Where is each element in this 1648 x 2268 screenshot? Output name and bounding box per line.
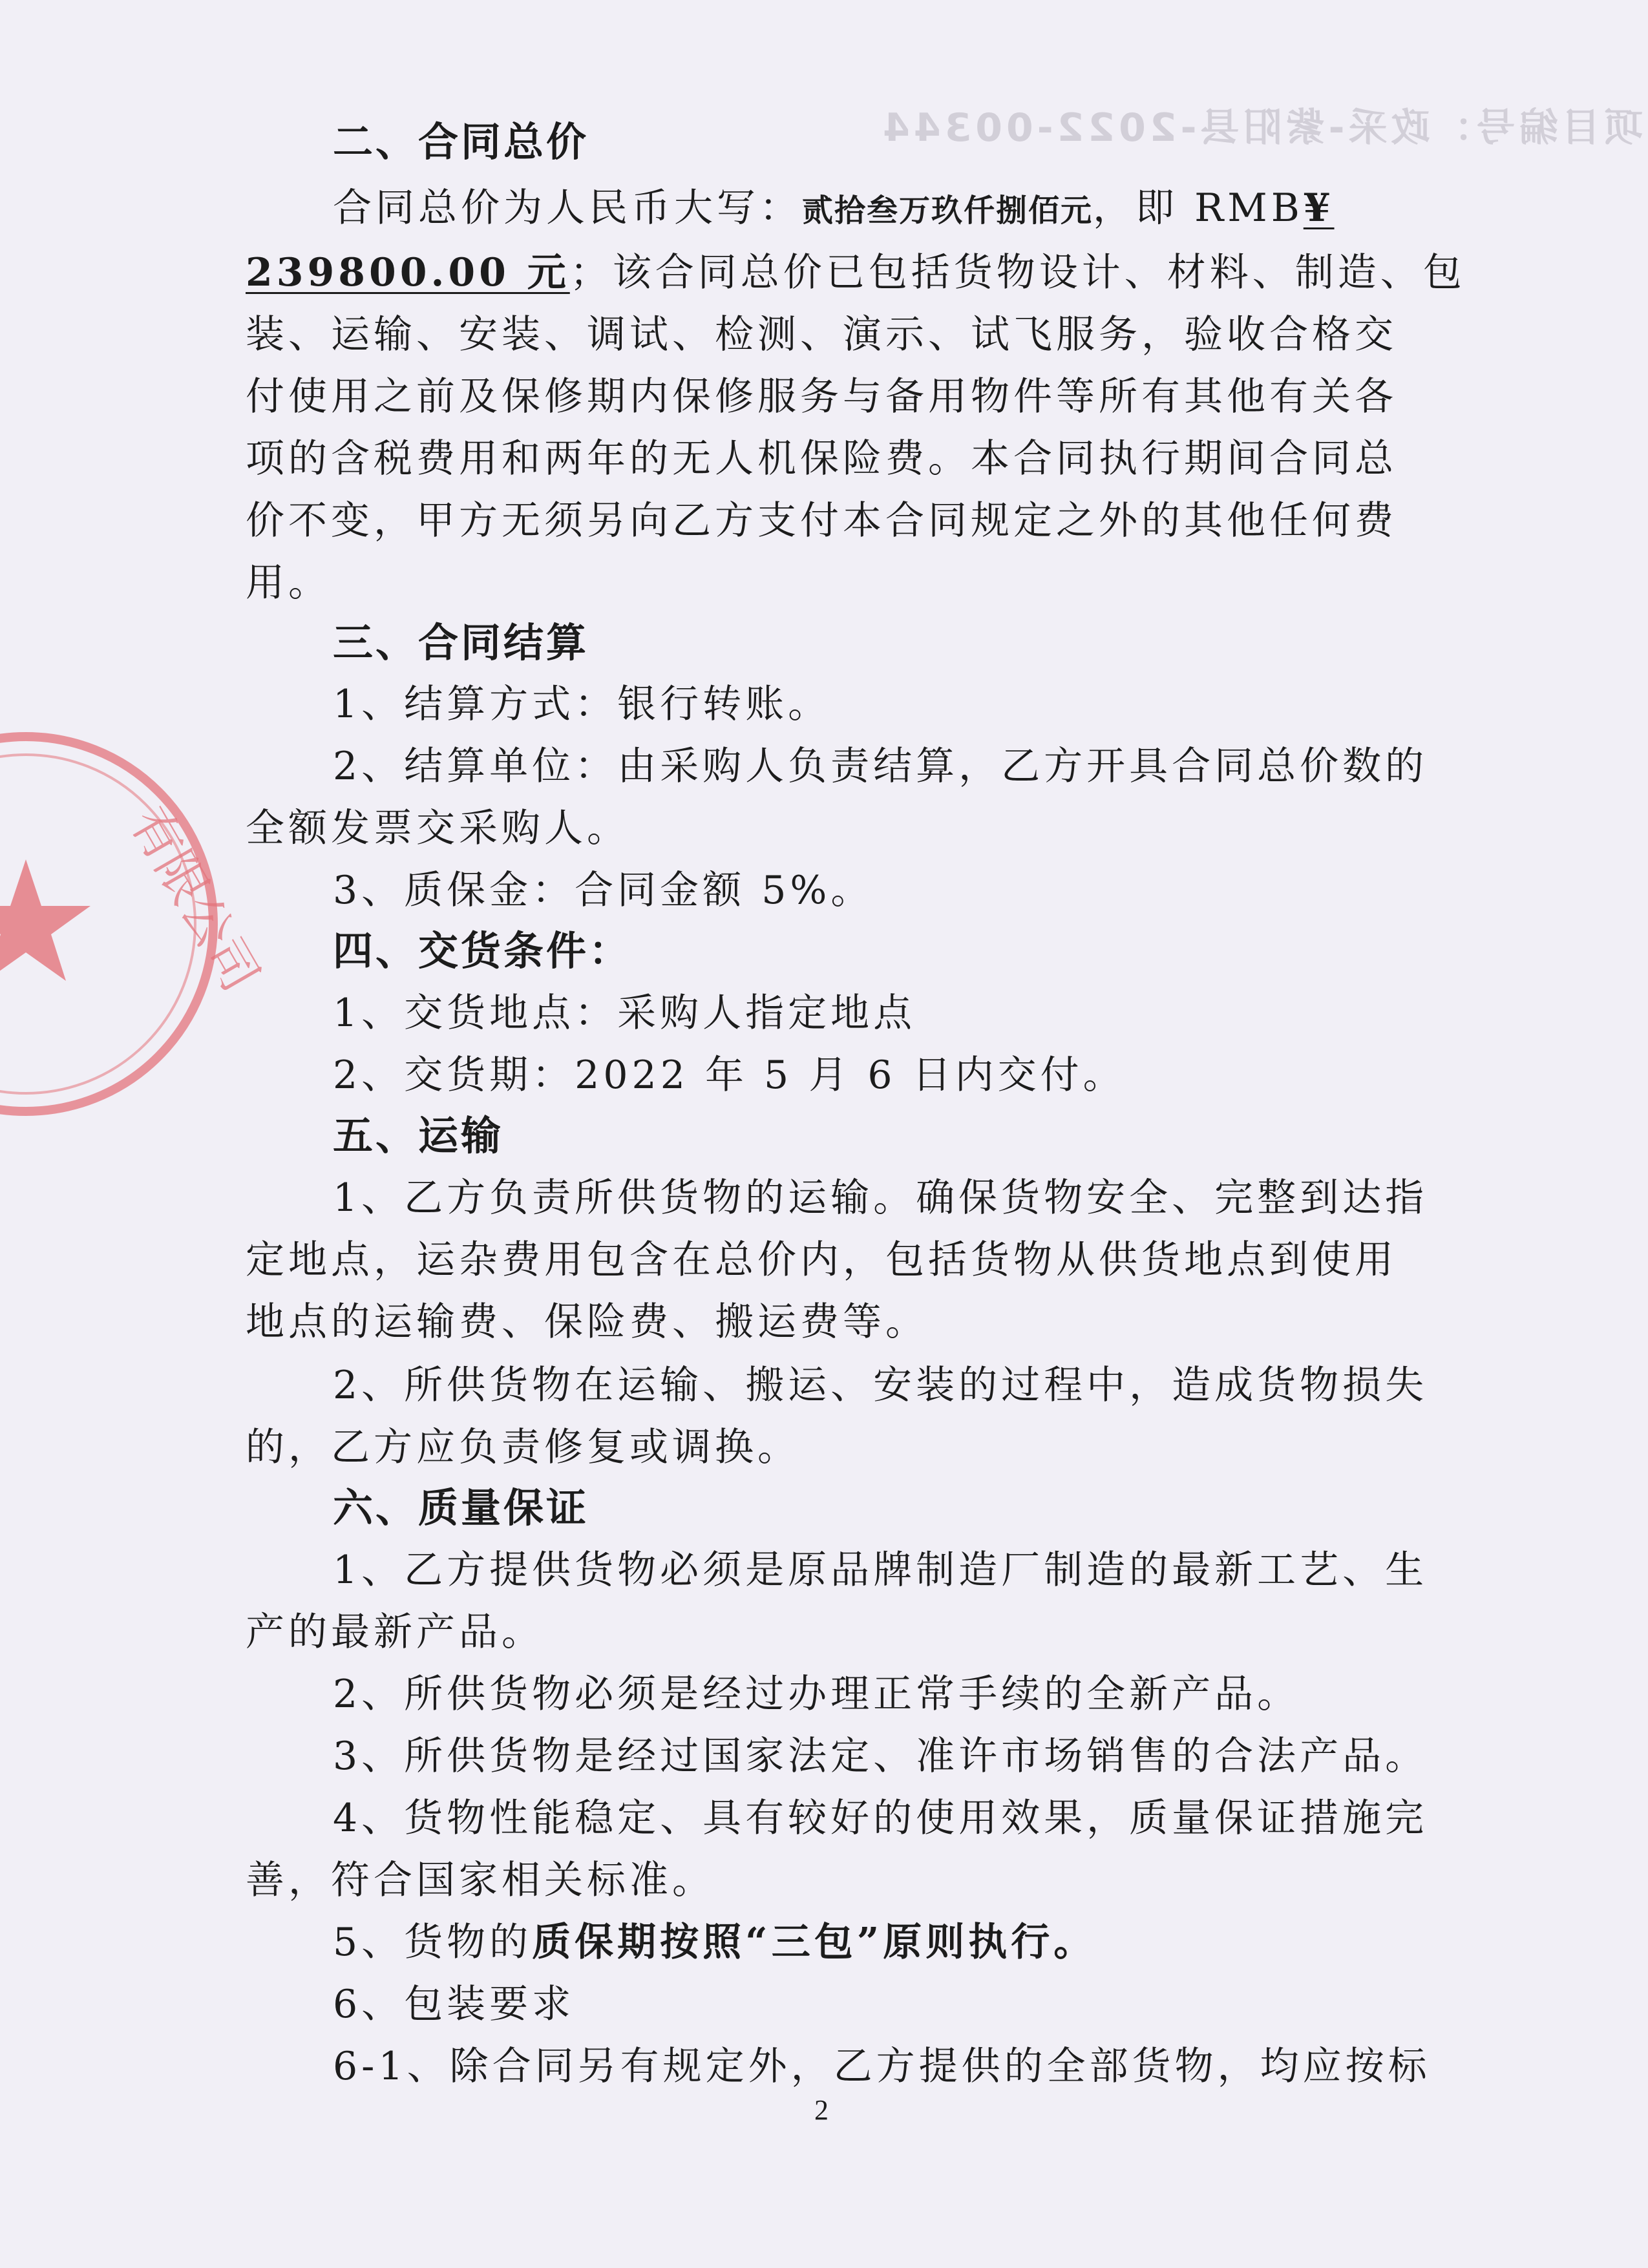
list-item-continued: 产的最新产品。 [246,1610,544,1655]
paragraph-line: 付使用之前及保修期内保修服务与备用物件等所有其他有关各 [246,374,1397,419]
list-item: 1、乙方提供货物必须是原品牌制造厂制造的最新工艺、生 [333,1548,1428,1593]
svg-text:有限公司: 有限公司 [118,797,270,1002]
list-item: 4、货物性能稳定、具有较好的使用效果，质量保证措施完 [333,1796,1428,1841]
list-item: 3、质保金：合同金额 5%。 [333,868,874,913]
text: 合同总价为人民币大写： [333,185,802,231]
currency-symbol: ¥ [1303,185,1335,231]
list-item: 6-1、除合同另有规定外，乙方提供的全部货物，均应按标 [333,2044,1431,2089]
amount-in-figures: 239800.00 元 [246,250,570,295]
list-item: 2、交货期：2022 年 5 月 6 日内交付。 [333,1053,1126,1098]
list-item: 1、乙方负责所供货物的运输。确保货物安全、完整到达指 [333,1175,1428,1221]
text: 5、货物的 [333,1920,533,1965]
company-seal [0,724,270,1124]
amount-in-words: 贰拾叁万玖仟捌佰元 [802,193,1093,229]
text: ，即 RMB [1093,185,1304,231]
list-item-continued: 定地点，运杂费用包含在总价内，包括货物从供货地点到使用 [246,1237,1397,1283]
page-number: 2 [814,2094,829,2126]
list-item-continued: 地点的运输费、保险费、搬运费等。 [246,1299,928,1345]
paragraph-line: 价不变，甲方无须另向乙方支付本合同规定之外的其他任何费 [246,498,1397,543]
paragraph-line [246,247,1466,299]
section-heading-contract-price: 二、合同总价 [333,118,589,165]
list-item: 1、交货地点：采购人指定地点 [333,991,916,1036]
paragraph-line: 用。 [246,560,331,605]
paragraph-line: 装、运输、安装、调试、检测、演示、试飞服务，验收合格交 [246,312,1397,357]
paragraph-line [333,182,1335,236]
list-item-continued: 全额发票交采购人。 [246,806,629,851]
list-item-continued: 的，乙方应负责修复或调换。 [246,1425,800,1470]
list-item-continued: 善，符合国家相关标准。 [246,1858,715,1903]
list-item: 2、结算单位：由采购人负责结算，乙方开具合同总价数的 [333,744,1428,789]
list-item: 1、结算方式：银行转账。 [333,682,831,727]
bleed-through-header: 项目编号：政采-紫阳县-2022-00344 [879,105,1643,151]
section-heading-delivery: 四、交货条件： [333,927,632,974]
text: ；该合同总价已包括货物设计、材料、制造、包 [569,250,1466,295]
section-heading-transport: 五、运输 [333,1112,504,1159]
list-item: 2、所供货物在运输、搬运、安装的过程中，造成货物损失 [333,1363,1428,1408]
list-item: 6、包装要求 [333,1982,575,2027]
section-heading-quality: 六、质量保证 [333,1484,589,1531]
emphasis-text: 质保期按照“三包”原则执行。 [532,1920,1097,1965]
list-item: 2、所供货物必须是经过办理正常手续的全新产品。 [333,1672,1300,1717]
section-heading-settlement: 三、合同结算 [333,619,589,666]
list-item [333,1916,1096,1968]
list-item: 3、所供货物是经过国家法定、准许市场销售的合法产品。 [333,1734,1428,1779]
paragraph-line: 项的含税费用和两年的无人机保险费。本合同执行期间合同总 [246,436,1397,481]
